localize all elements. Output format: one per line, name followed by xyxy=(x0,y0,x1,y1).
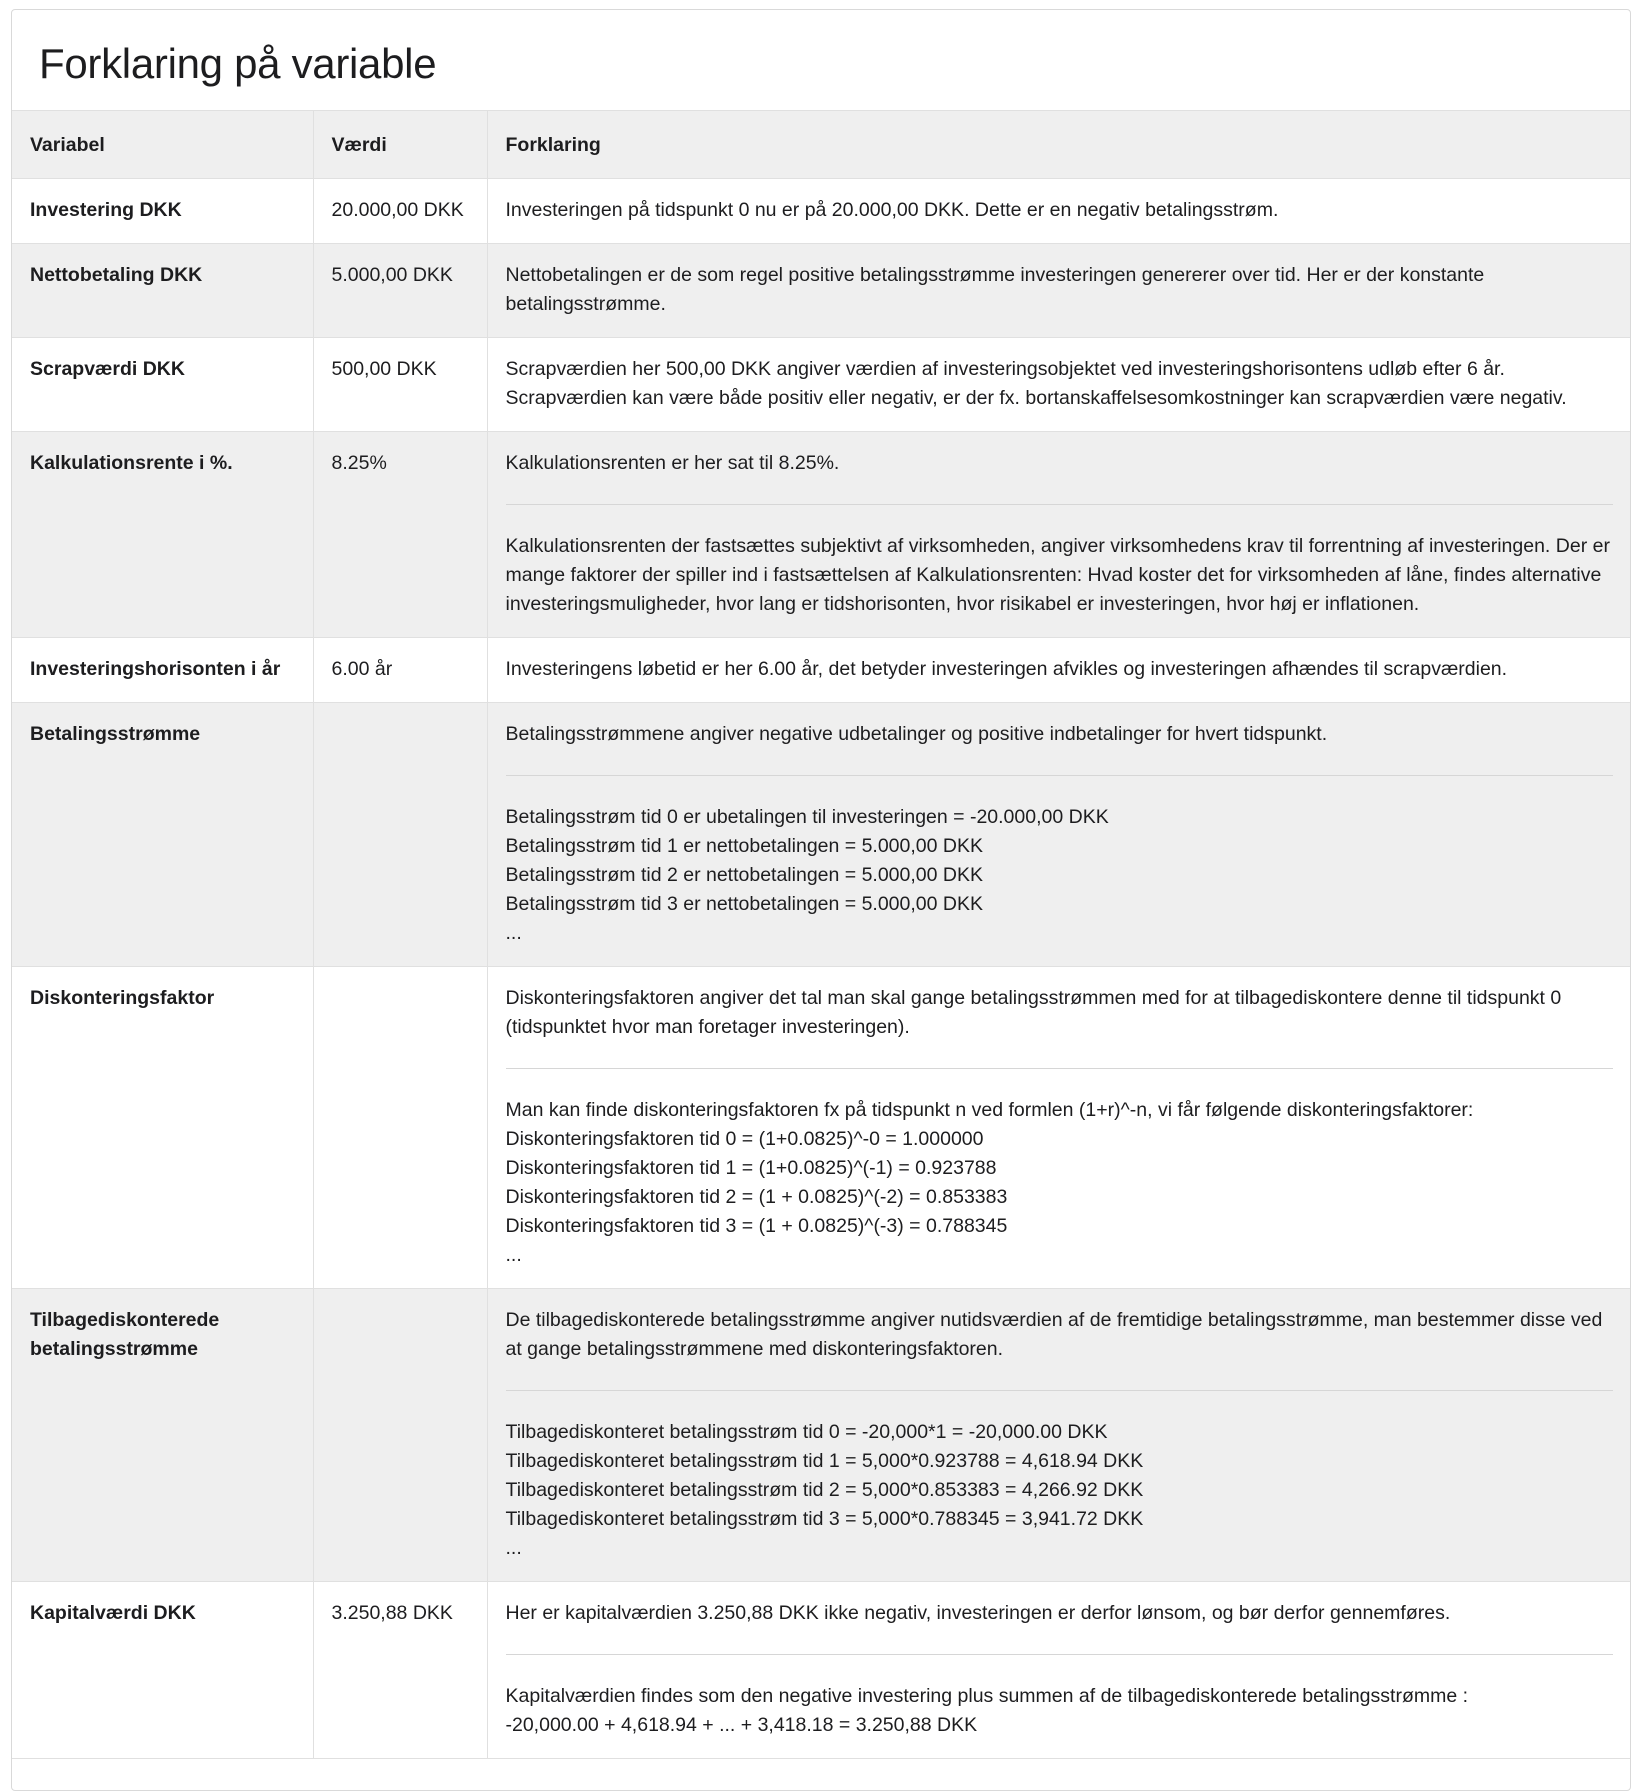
explanation-cell xyxy=(487,638,1630,703)
table-row xyxy=(12,244,1630,338)
explanation-detail-line: Betalingsstrøm tid 0 er ubetalingen til investeringen = -20.000,00 DKK xyxy=(505,806,1109,828)
explanation-detail-line: Betalingsstrøm tid 3 er nettobetalingen = 5.000,00 DKK xyxy=(505,893,983,915)
table-row xyxy=(12,703,1630,967)
variable-cell: Kapitalværdi DKK xyxy=(12,1582,313,1759)
explanation-detail-line: Kalkulationsrenten der fastsættes subjektivt af virksomheden, angiver virksomhedens krav til forrentning af investeringen. Der er mange faktorer der spiller ind i fastsættelsen af Kalkulationsrenten: Hvad koster det for virksomheden af låne, findes alternative investeringsmuligheder, hvor lang er tidshorisonten, hvor risikabel er investeringen, hvor høj er inflationen. xyxy=(505,535,1610,615)
explanation-divider xyxy=(506,1068,1614,1069)
column-header-variable: Variabel xyxy=(12,111,313,179)
explanation-intro: Scrapværdien her 500,00 DKK angiver værdien af investeringsobjektet ved investeringshorisontens udløb efter 6 år. Scrapværdien kan være både positiv eller negativ, er der fx. bortanskaffelsesomkostninger kan scrapværdien være negativ. xyxy=(505,358,1567,409)
table-row xyxy=(12,1289,1630,1582)
explanation-cell xyxy=(487,1582,1630,1759)
explanation-detail-line: Tilbagediskonteret betalingsstrøm tid 3 = 5,000*0.788345 = 3,941.72 DKK xyxy=(505,1508,1144,1530)
explanation-detail-line: Tilbagediskonteret betalingsstrøm tid 0 = -20,000*1 = -20,000.00 DKK xyxy=(505,1421,1108,1443)
explanation-detail-line: Tilbagediskonteret betalingsstrøm tid 1 = 5,000*0.923788 = 4,618.94 DKK xyxy=(505,1450,1144,1472)
explanation-detail-line: Betalingsstrøm tid 1 er nettobetalingen = 5.000,00 DKK xyxy=(505,835,983,857)
explanation-cell xyxy=(487,338,1630,432)
explanation-detail-line: ... xyxy=(505,1537,522,1559)
value-cell: 500,00 DKK xyxy=(313,338,487,432)
explanation-intro: Her er kapitalværdien 3.250,88 DKK ikke negativ, investeringen er derfor lønsom, og bør derfor gennemføres. xyxy=(505,1602,1451,1624)
explanation-detail-line: Diskonteringsfaktoren tid 2 = (1 + 0.0825)^(-2) = 0.853383 xyxy=(505,1186,1008,1208)
value-cell: 3.250,88 DKK xyxy=(313,1582,487,1759)
explanation-cell xyxy=(487,1289,1630,1582)
variable-cell: Tilbagediskonterede betalingsstrømme xyxy=(12,1289,313,1582)
table-row xyxy=(12,432,1630,638)
explanation-intro: Betalingsstrømmene angiver negative udbetalinger og positive indbetalinger for hvert tidspunkt. xyxy=(505,723,1328,745)
table-row xyxy=(12,638,1630,703)
explanation-intro: Diskonteringsfaktoren angiver det tal man skal gange betalingsstrømmen med for at tilbagediskontere denne til tidspunkt 0 (tidspunktet hvor man foretager investeringen). xyxy=(505,987,1562,1038)
table-row xyxy=(12,179,1630,244)
explanation-detail-line: Tilbagediskonteret betalingsstrøm tid 2 = 5,000*0.853383 = 4,266.92 DKK xyxy=(505,1479,1144,1501)
variable-cell: Diskonteringsfaktor xyxy=(12,967,313,1289)
explanation-intro: Kalkulationsrenten er her sat til 8.25%. xyxy=(505,452,840,474)
explanation-cell xyxy=(487,179,1630,244)
explanation-detail-line: ... xyxy=(505,922,522,944)
explanation-intro: Investeringens løbetid er her 6.00 år, det betyder investeringen afvikles og investeringen afhændes til scrapværdien. xyxy=(505,658,1508,680)
explanation-detail-line: Kapitalværdien findes som den negative investering plus summen af de tilbagediskonterede betalingsstrømme : xyxy=(505,1685,1469,1707)
explanation-cell xyxy=(487,967,1630,1289)
explanation-detail-line: Diskonteringsfaktoren tid 0 = (1+0.0825)^-0 = 1.000000 xyxy=(505,1128,984,1150)
explanation-detail-line: ... xyxy=(505,1244,522,1266)
explanation-intro: Investeringen på tidspunkt 0 nu er på 20.000,00 DKK. Dette er en negativ betalingsstrøm. xyxy=(505,199,1279,221)
explanation-cell xyxy=(487,244,1630,338)
explanation-detail-line: Diskonteringsfaktoren tid 3 = (1 + 0.0825)^(-3) = 0.788345 xyxy=(505,1215,1008,1237)
column-header-explanation: Forklaring xyxy=(487,111,1630,179)
explanation-detail-line: Betalingsstrøm tid 2 er nettobetalingen = 5.000,00 DKK xyxy=(505,864,983,886)
variables-table xyxy=(12,110,1630,1759)
explanation-intro: Nettobetalingen er de som regel positive betalingsstrømme investeringen genererer over tid. Her er der konstante betalingsstrømme. xyxy=(505,264,1485,315)
value-cell: 20.000,00 DKK xyxy=(313,179,487,244)
explanation-detail-line: Man kan finde diskonteringsfaktoren fx på tidspunkt n ved formlen (1+r)^-n, vi får følgende diskonteringsfaktorer: xyxy=(505,1099,1474,1121)
explanation-divider xyxy=(506,1654,1614,1655)
table-row xyxy=(12,1582,1630,1759)
table-header-row xyxy=(12,111,1630,179)
explanation-divider xyxy=(506,775,1614,776)
explanation-cell xyxy=(487,432,1630,638)
value-cell: 5.000,00 DKK xyxy=(313,244,487,338)
explanation-divider xyxy=(506,504,1614,505)
explanation-detail-line: Diskonteringsfaktoren tid 1 = (1+0.0825)^(-1) = 0.923788 xyxy=(505,1157,997,1179)
page-title: Forklaring på variable xyxy=(39,40,437,87)
explanation-cell xyxy=(487,703,1630,967)
variable-cell: Betalingsstrømme xyxy=(12,703,313,967)
variable-cell: Scrapværdi DKK xyxy=(12,338,313,432)
value-cell xyxy=(313,1289,487,1582)
variable-cell: Nettobetaling DKK xyxy=(12,244,313,338)
table-row xyxy=(12,967,1630,1289)
variable-cell: Kalkulationsrente i %. xyxy=(12,432,313,638)
explanation-intro: De tilbagediskonterede betalingsstrømme angiver nutidsværdien af de fremtidige betalingsstrømme, man bestemmer disse ved at gange betalingsstrømmene med diskonteringsfaktoren. xyxy=(505,1309,1603,1360)
variable-cell: Investering DKK xyxy=(12,179,313,244)
value-cell xyxy=(313,703,487,967)
variable-cell: Investeringshorisonten i år xyxy=(12,638,313,703)
explanation-card xyxy=(11,9,1631,1791)
value-cell: 6.00 år xyxy=(313,638,487,703)
table-row xyxy=(12,338,1630,432)
explanation-detail-line: -20,000.00 + 4,618.94 + ... + 3,418.18 = 3.250,88 DKK xyxy=(505,1714,978,1736)
explanation-divider xyxy=(506,1390,1614,1391)
column-header-value: Værdi xyxy=(313,111,487,179)
value-cell xyxy=(313,967,487,1289)
value-cell: 8.25% xyxy=(313,432,487,638)
